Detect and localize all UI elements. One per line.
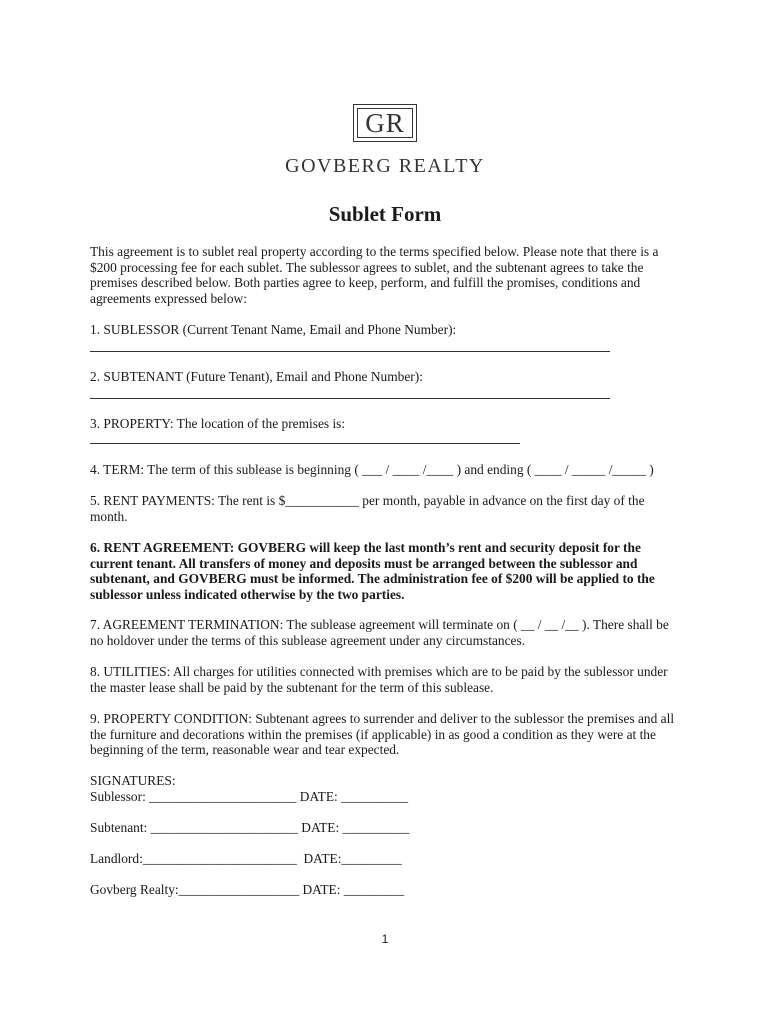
sublessor-field-line[interactable]	[90, 351, 610, 352]
signatures-heading: SIGNATURES:	[90, 773, 176, 788]
item-condition: 9. PROPERTY CONDITION: Subtenant agrees to surrender and deliver to the sublessor the premises and all the furniture and decorations within the premises (if applicable) in as good a condition as they were at the beginning of the term, reasonable wear and tear expected.	[90, 711, 675, 758]
item-subtenant: 2. SUBTENANT (Future Tenant), Email and Phone Number):	[90, 369, 423, 384]
landlord-signature-line[interactable]: Landlord:_______________________ DATE:_________	[90, 851, 402, 866]
item-rent-agreement: 6. RENT AGREEMENT: GOVBERG will keep the last month’s rent and security deposit for the current tenant. All transfers of money and deposits must be arranged between the sublessor and subtenant, and GOVBERG must be informed. The administration fee of $200 will be applied to the sublessor unless indicated otherwise by the two parties.	[90, 540, 655, 602]
item-term: 4. TERM: The term of this sublease is beginning ( ___ / ____ /____ ) and ending ( ____ / _____ /_____ )	[90, 462, 654, 477]
page-title: Sublet Form	[328, 202, 442, 226]
sublessor-signature-line[interactable]: Sublessor: ______________________ DATE: __________	[90, 789, 409, 804]
logo-monogram-box	[353, 104, 417, 142]
item-rent: 5. RENT PAYMENTS: The rent is $___________ per month, payable in advance on the first day of the month.	[90, 493, 645, 524]
govberg-signature-line[interactable]: Govberg Realty:__________________ DATE: _________	[90, 882, 405, 897]
subtenant-field-line[interactable]	[90, 398, 610, 399]
item-utilities: 8. UTILITIES: All charges for utilities connected with premises which are to be paid by the sublessor under the master lease shall be paid by the subtenant for the term of this sublease.	[90, 664, 668, 695]
subtenant-signature-line[interactable]: Subtenant: ______________________ DATE: __________	[90, 820, 410, 835]
property-field-line[interactable]	[90, 443, 520, 444]
item-termination: 7. AGREEMENT TERMINATION: The sublease agreement will terminate on ( __ / __ /__ ). There shall be no holdover under the terms of this sublease agreement under any circumstances.	[90, 617, 669, 648]
item-sublessor: 1. SUBLESSOR (Current Tenant Name, Email and Phone Number):	[90, 322, 457, 337]
item-property: 3. PROPERTY: The location of the premises is:	[90, 416, 346, 431]
page-number: 1	[381, 932, 389, 946]
intro-paragraph: This agreement is to sublet real property according to the terms specified below. Please note that there is a $200 processing fee for each sublet. The sublessor agrees to sublet, and the subtenant agrees to take the premises described below. Both parties agree to keep, perform, and fulfill the promises, conditions and agreements expressed below:	[90, 244, 659, 306]
company-logo	[0, 104, 770, 178]
company-name: GOVBERG REALTY	[285, 155, 485, 177]
logo-monogram: GR	[357, 108, 413, 138]
